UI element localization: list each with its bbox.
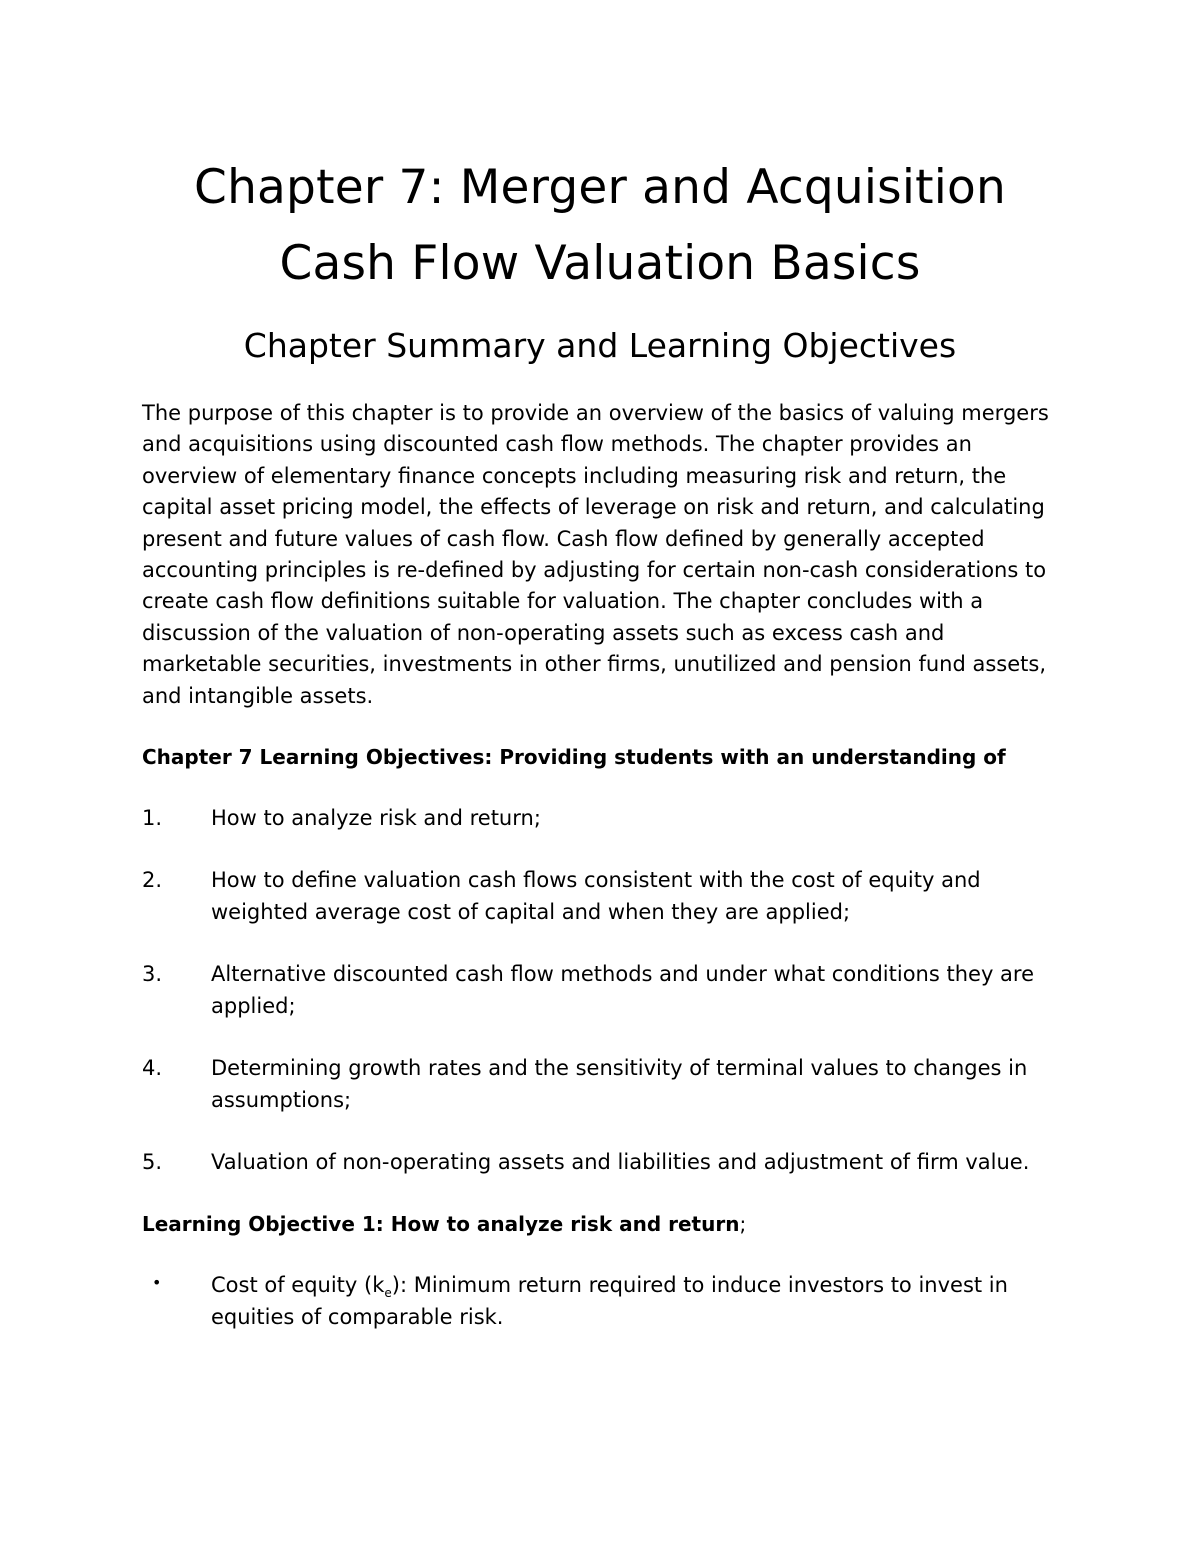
objective-text: Valuation of non-operating assets and liabilities and adjustment of firm value. (211, 1149, 1030, 1174)
objective-number: 4. (142, 1056, 163, 1081)
bullet-text-end: ): Minimum return required to induce investors to invest in equities of comparable risk. (211, 1273, 1008, 1329)
bullet-list (142, 1270, 1058, 1333)
objective-item-1 (142, 803, 1058, 834)
objective-text: Determining growth rates and the sensitivity of terminal values to changes in assumptions; (211, 1056, 1028, 1112)
objective-item-4 (142, 1053, 1058, 1116)
section-subtitle: Chapter Summary and Learning Objectives (243, 326, 957, 365)
objective-item-2 (142, 865, 1058, 928)
chapter-title-line-2: Cash Flow Valuation Basics (279, 236, 921, 291)
objective-item-5 (142, 1147, 1058, 1178)
learning-objective-1-heading-end: ; (739, 1212, 747, 1237)
objective-number: 2. (142, 868, 163, 893)
bullet-item-cost-of-equity (142, 1270, 1058, 1333)
learning-objective-1-heading (142, 1209, 1058, 1240)
chapter-summary-paragraph: The purpose of this chapter is to provide an overview of the basics of valuing mergers and acquisitions using discounted cash flow methods. The chapter provides an overview of elementary finance concepts including measuring risk and return, the capital asset pricing model, the effects of leverage on risk and return, and calculating present and future values of cash flow. Cash flow defined by generally accepted accounting principles is re-defined by adjusting for certain non-cash considerations to create cash flow definitions suitable for valuation. The chapter concludes with a discussion of the valuation of non-operating assets such as excess cash and marketable securities, investments in other firms, unutilized and pension fund assets, and intangible assets. (142, 401, 1049, 708)
chapter-title (142, 0, 1058, 302)
objective-number: 5. (142, 1149, 163, 1174)
objective-item-3 (142, 959, 1058, 1022)
learning-objectives-list (142, 803, 1058, 1178)
objective-text: How to define valuation cash flows consistent with the cost of equity and weighted average cost of capital and when they are applied; (211, 868, 981, 924)
objective-text: How to analyze risk and return; (211, 806, 541, 831)
objective-number: 3. (142, 962, 163, 987)
bullet-text-start: Cost of equity (k (211, 1273, 385, 1298)
learning-objective-1-heading-text: Learning Objective 1: How to analyze risk and return (142, 1212, 740, 1237)
chapter-title-line-1: Chapter 7: Merger and Acquisition (194, 160, 1006, 215)
learning-objectives-heading: Chapter 7 Learning Objectives: Providing students with an understanding of (142, 745, 1006, 770)
bullet-icon: • (152, 1273, 162, 1293)
objective-number: 1. (142, 806, 163, 831)
objective-text: Alternative discounted cash flow methods and under what conditions they are applied; (211, 962, 1035, 1018)
bullet-subscript: e (384, 1286, 392, 1301)
